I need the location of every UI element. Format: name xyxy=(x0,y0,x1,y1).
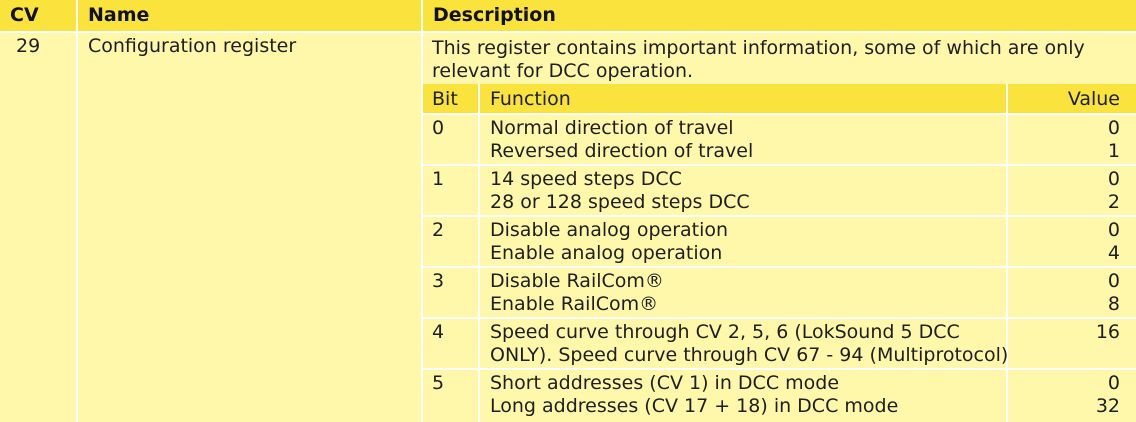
value-cell: 16 xyxy=(1095,321,1120,343)
function-text: ONLY). Speed curve through CV 67 - 94 (Multiprotocol) xyxy=(490,344,1009,366)
header-description: Description xyxy=(433,4,556,26)
description-line-1: This register contains important information, some of which are only xyxy=(432,37,1085,59)
value-cell: 32 xyxy=(1095,395,1120,417)
value-cell: 0 xyxy=(1107,219,1120,241)
column-divider xyxy=(478,84,480,422)
bit-number: 3 xyxy=(432,270,445,292)
row-divider xyxy=(423,266,1136,268)
function-text: Disable RailCom® xyxy=(490,270,664,292)
function-text: Speed curve through CV 2, 5, 6 (LokSound 5 DCC xyxy=(490,321,960,343)
row-divider xyxy=(423,317,1136,319)
header-name: Name xyxy=(88,4,150,26)
bit-number: 1 xyxy=(432,168,445,190)
value-cell: 8 xyxy=(1107,293,1120,315)
function-text: Long addresses (CV 17 + 18) in DCC mode xyxy=(490,395,899,417)
row-divider xyxy=(423,113,1136,115)
description-line-2: relevant for DCC operation. xyxy=(432,60,694,82)
bit-number: 0 xyxy=(432,117,445,139)
row-divider xyxy=(423,215,1136,217)
function-text: 28 or 128 speed steps DCC xyxy=(490,191,750,213)
value-cell: 2 xyxy=(1107,191,1120,213)
value-cell: 0 xyxy=(1107,117,1120,139)
table-header xyxy=(0,0,1136,33)
function-text: Disable analog operation xyxy=(490,219,729,241)
row-divider xyxy=(423,368,1136,370)
function-text: Reversed direction of travel xyxy=(490,140,754,162)
value-cell: 1 xyxy=(1107,140,1120,162)
function-text: Normal direction of travel xyxy=(490,117,734,139)
value-cell: 0 xyxy=(1107,270,1120,292)
function-header: Function xyxy=(490,88,571,110)
column-divider xyxy=(76,0,78,422)
value-header: Value xyxy=(1067,88,1120,110)
cv-number: 29 xyxy=(16,35,41,57)
value-cell: 0 xyxy=(1107,372,1120,394)
bit-number: 2 xyxy=(432,219,445,241)
function-text: Short addresses (CV 1) in DCC mode xyxy=(490,372,840,394)
value-cell: 0 xyxy=(1107,168,1120,190)
cv-name: Configuration register xyxy=(88,35,297,57)
column-divider xyxy=(1006,84,1008,422)
header-cv: CV xyxy=(10,4,39,26)
value-cell: 4 xyxy=(1107,242,1120,264)
bit-header: Bit xyxy=(432,88,458,110)
bit-number: 4 xyxy=(432,321,445,343)
column-divider xyxy=(421,0,423,422)
function-text: Enable RailCom® xyxy=(490,293,659,315)
row-divider xyxy=(423,164,1136,166)
bit-number: 5 xyxy=(432,372,445,394)
function-text: 14 speed steps DCC xyxy=(490,168,682,190)
function-text: Enable analog operation xyxy=(490,242,723,264)
